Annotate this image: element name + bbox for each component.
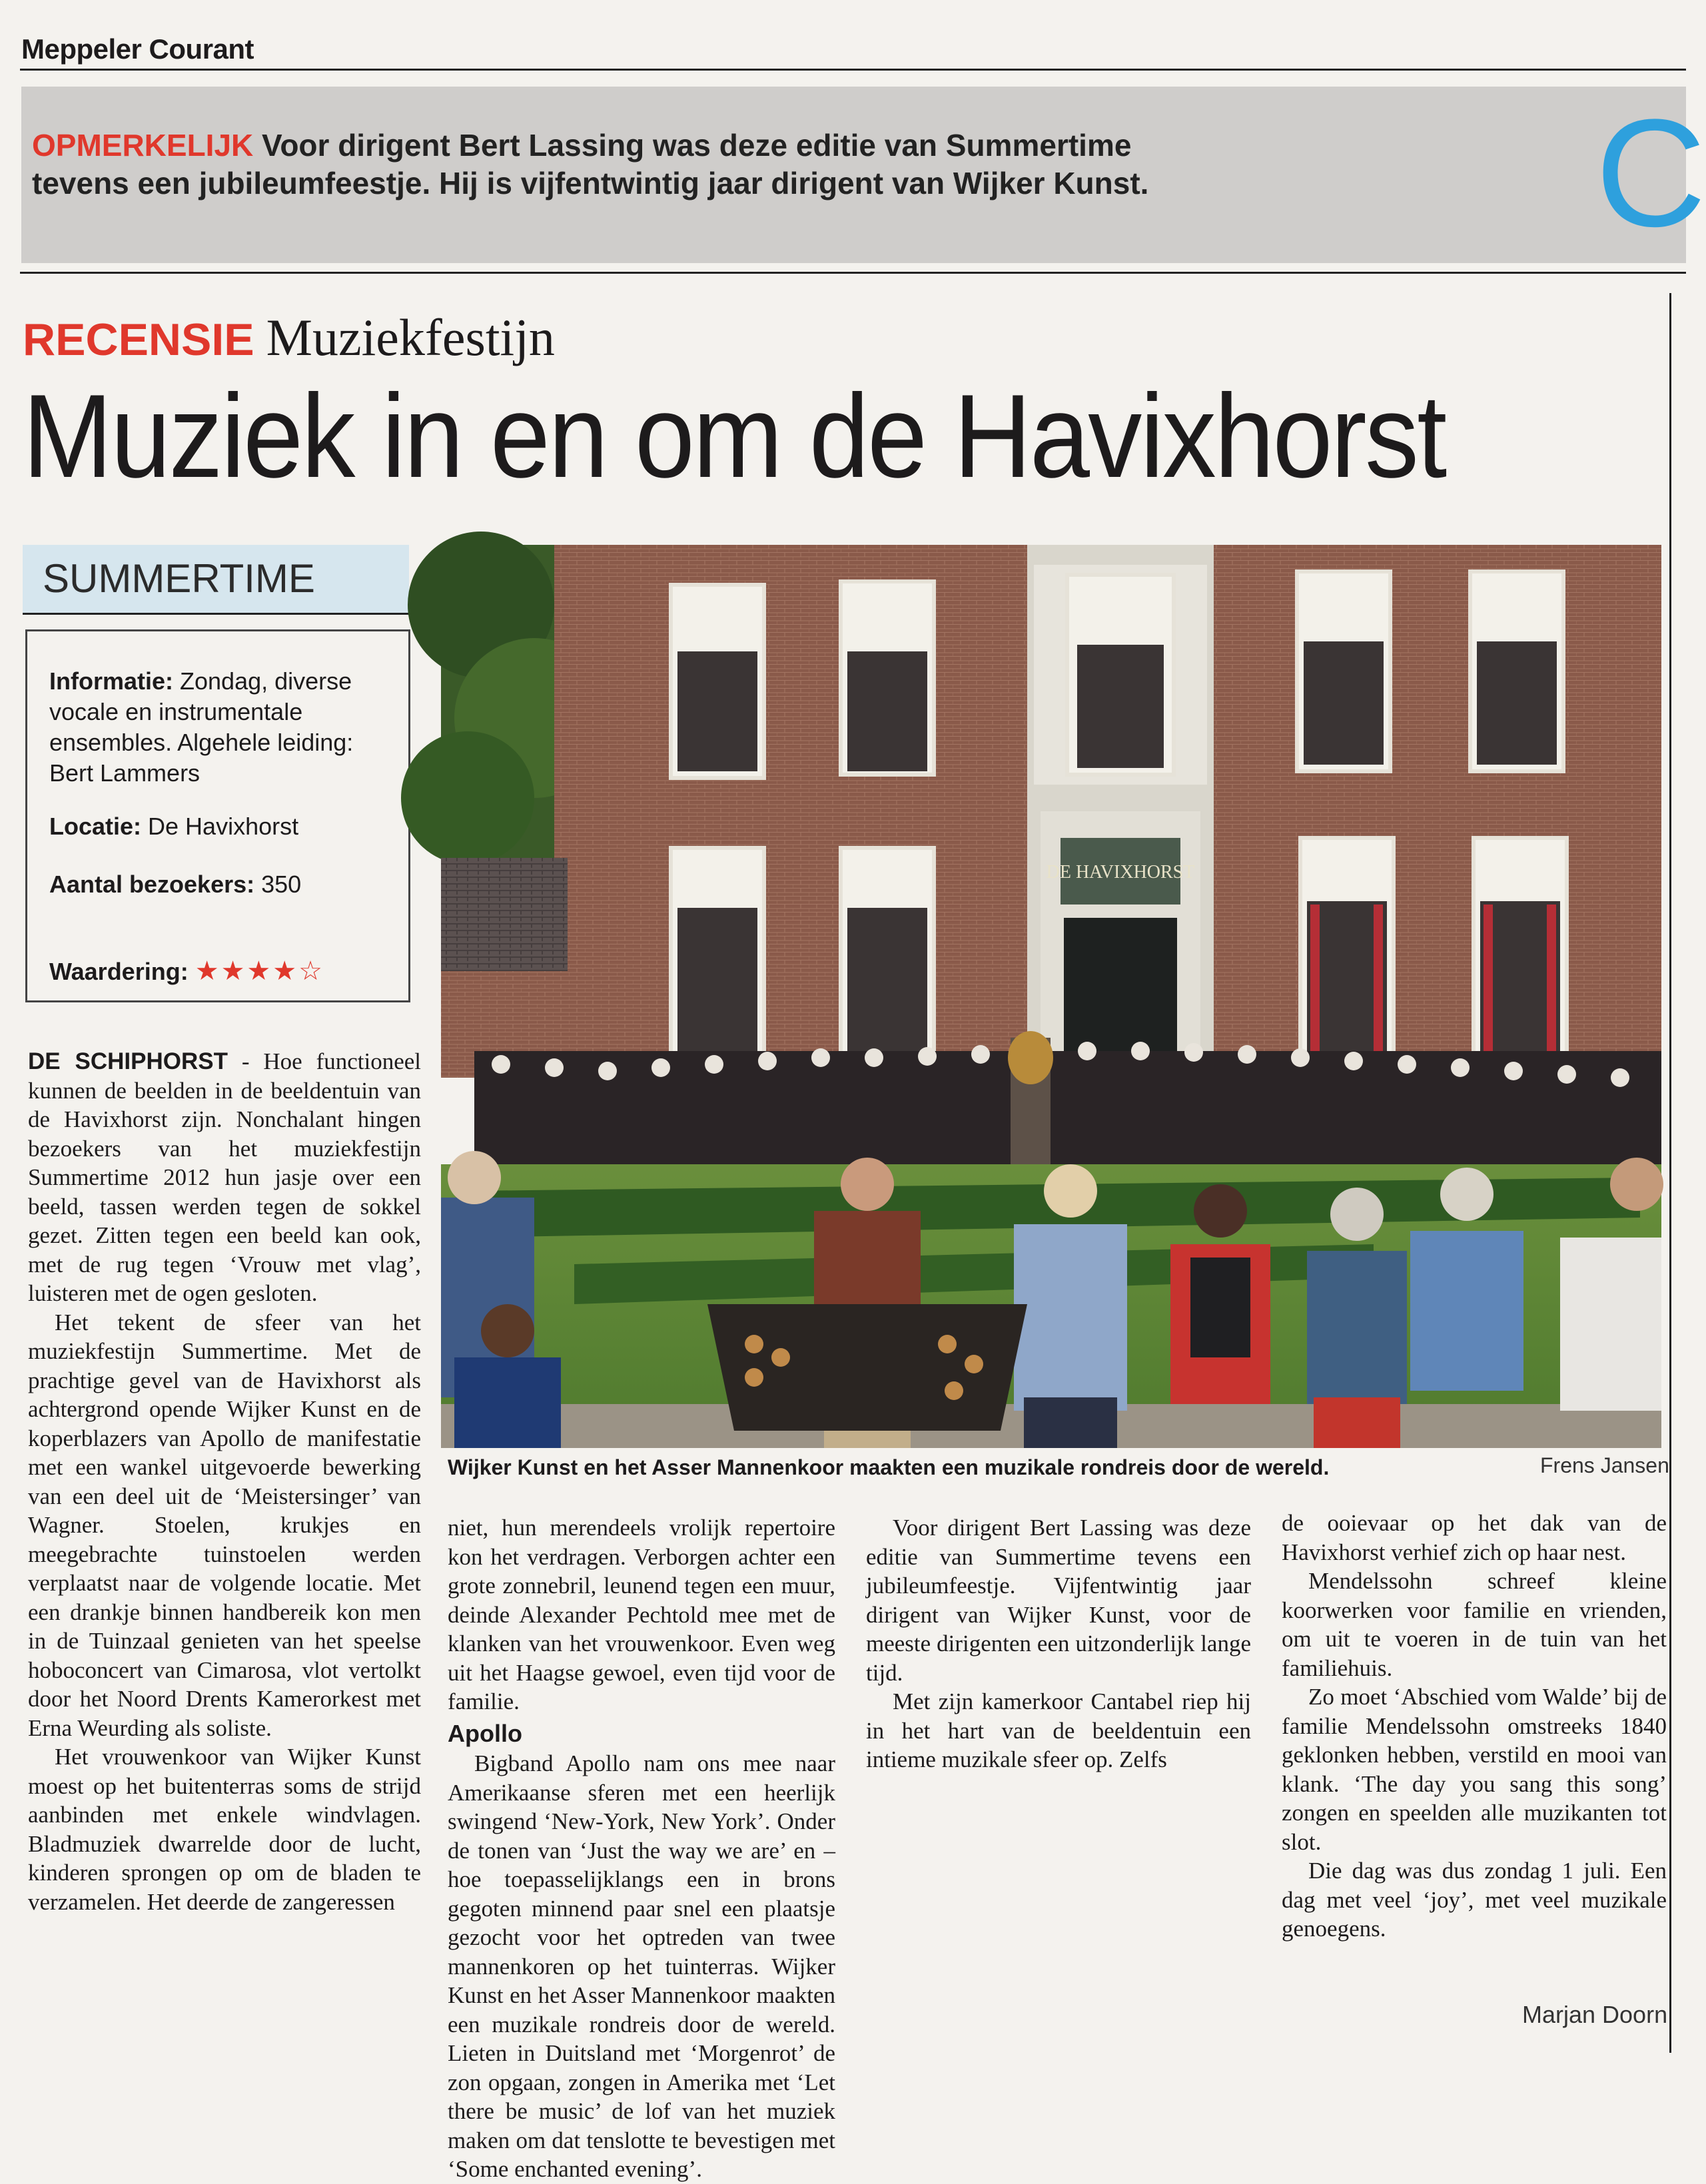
paragraph-1-text: - Hoe functioneel kunnen de beelden in de beeldentuin van de Havixhorst zijn. Nonchalant hingen bezoekers van het muziekfestijn Summertime 2012 hun jasje over een beeld, tassen werden tegen de sokkel gezet. Zitten tegen een beeld kan ook, met de rug tegen ‘Vrouw met vlag’, luisteren met de ogen gesloten. <box>28 1048 421 1306</box>
paragraph-1 <box>28 1047 421 1308</box>
paragraph-7: Mendelssohn schreef kleine koorwerken voor familie en vrienden, om uit te voeren in de tuin van het familiehuis. <box>1282 1568 1667 1681</box>
header-rule <box>20 69 1686 71</box>
dateline: DE SCHIPHORST <box>28 1048 228 1074</box>
paragraph-8: Zo moet ‘Abschied vom Walde’ bij de familie Mendelssohn omstreeks 1840 geklonken hebben, verstild en mooi van klank. ‘The day you sang this song’ zongen en speelden alle muzikanten tot slot. <box>1282 1684 1667 1855</box>
photo-credit: Frens Jansen <box>1540 1453 1669 1477</box>
informatie-value: Zondag, diverse vocale en instrumentale ensembles. Algehele leiding: Bert Lammers <box>49 667 354 787</box>
info-waardering <box>49 956 396 987</box>
article-column-2 <box>448 1513 835 2184</box>
quote-bottom-rule <box>20 272 1686 274</box>
rating-stars: ★★★★☆ <box>195 956 324 986</box>
edge-letter: C <box>1595 87 1706 258</box>
photo-caption: Wijker Kunst en het Asser Mannenkoor maakten een muzikale rondreis door de wereld. <box>448 1455 1330 1479</box>
article-headline: Muziek in en om de Havixhorst <box>23 370 1446 502</box>
info-informatie <box>49 666 396 789</box>
quote-body: Voor dirigent Bert Lassing was deze editie van Summertime tevens een jubileumfeestje. Hij is vijfentwintig jaar dirigent van Wijker Kunst. <box>32 128 1149 200</box>
locatie-label: Locatie: <box>49 813 142 840</box>
bezoekers-label: Aantal bezoekers: <box>49 871 255 898</box>
concert-photo <box>441 545 1661 1448</box>
category-label: RECENSIE <box>23 314 254 365</box>
informatie-label: Informatie: <box>49 667 174 695</box>
info-locatie <box>49 811 396 842</box>
article-column-4 <box>1282 1509 1667 1944</box>
paragraph-3b: niet, hun merendeels vrolijk repertoire kon het verdragen. Verborgen achter een grote zonnebril, leunend tegen een muur, deinde Alexander Pechtold mee met de klanken van het vrouwenkoor. Even weg uit het Haagse gewoel, even tijd voor de familie. <box>448 1515 835 1714</box>
subheading-apollo: Apollo <box>448 1719 522 1747</box>
page-right-rule <box>1669 293 1671 2053</box>
bezoekers-value: 350 <box>254 871 302 898</box>
paragraph-5: Voor dirigent Bert Lassing was deze editie van Summertime tevens een jubileumfeestje. Vijfentwintig jaar dirigent van Wijker Kunst, voor de meeste dirigenten een uitzonderlijk lange tijd. <box>866 1515 1251 1686</box>
paragraph-2: Het tekent de sfeer van het muziekfestijn Summertime. Met de prachtige gevel van de Havixhorst als achtergrond opende Wijker Kunst en de koperblazers van Apollo de manifestatie met een wankel uitgevoerde bewerking van een deel uit de ‘Meistersinger’ van Wagner. Stoelen, krukjes en meegebrachte tuinstoelen werden verplaatst naar de volgende locatie. Met een drankje binnen handbereik kon men in de Tuinzaal genieten van het speelse hoboconcert van Cimarosa, vlot vertolkt door het Noord Drents Kamerorkest met Erna Weurding als soliste. <box>28 1309 421 1741</box>
paragraph-4: Bigband Apollo nam ons mee naar Amerikaanse sferen met een heerlijk swingend ‘New-York, New York’. Onder de tonen van ‘Just the way we are’ en – hoe toepasselijklangs een in brons gegoten minnend paar snel een plaatsje gezocht voor het optreden van twee mannenkoren op het tuinterras. Wijker Kunst en het Asser Mannenkoor maakten een muzikale rondreis door de wereld. Lieten in Duitsland met ‘Morgenrot’ de zon opgaan, zongen in Amerika met ‘Let there be music’ de lof van het muziek maken om dat tenslotte te bevestigen met ‘Some enchanted evening’. <box>448 1750 835 2182</box>
article-author: Marjan Doorn <box>1522 2001 1668 2028</box>
subcategory-label: Muziekfestijn <box>266 308 555 366</box>
infobox-header-rule <box>23 613 409 615</box>
quote-label: OPMERKELIJK <box>32 128 254 163</box>
quote-text <box>32 127 1164 202</box>
paragraph-3a: Het vrouwenkoor van Wijker Kunst moest op het buitenterras soms de strijd aanbinden met enkele windvlagen. Bladmuziek dwarrelde door de lucht, kinderen sprongen op om de bladen te verzamelen. Het deerde de zangeressen <box>28 1744 421 1915</box>
waardering-label: Waardering: <box>49 958 189 985</box>
article-column-1 <box>28 1047 421 1916</box>
newspaper-name: Meppeler Courant <box>21 33 254 65</box>
building-sign: DE HAVIXHORST <box>1046 862 1195 883</box>
article-kicker <box>23 308 555 368</box>
info-bezoekers <box>49 869 396 900</box>
article-column-3 <box>866 1513 1251 1774</box>
paragraph-6a: Met zijn kamerkoor Cantabel riep hij in het hart van de beeldentuin een intieme muzikale sfeer op. Zelfs <box>866 1688 1251 1772</box>
locatie-value: De Havixhorst <box>141 813 299 840</box>
paragraph-6b: de ooievaar op het dak van de Havixhorst verhief zich op haar nest. <box>1282 1510 1667 1565</box>
paragraph-9: Die dag was dus zondag 1 juli. Een dag met veel ‘joy’, met veel muzikale genoegens. <box>1282 1858 1667 1942</box>
infobox-title: SUMMERTIME <box>43 556 315 601</box>
